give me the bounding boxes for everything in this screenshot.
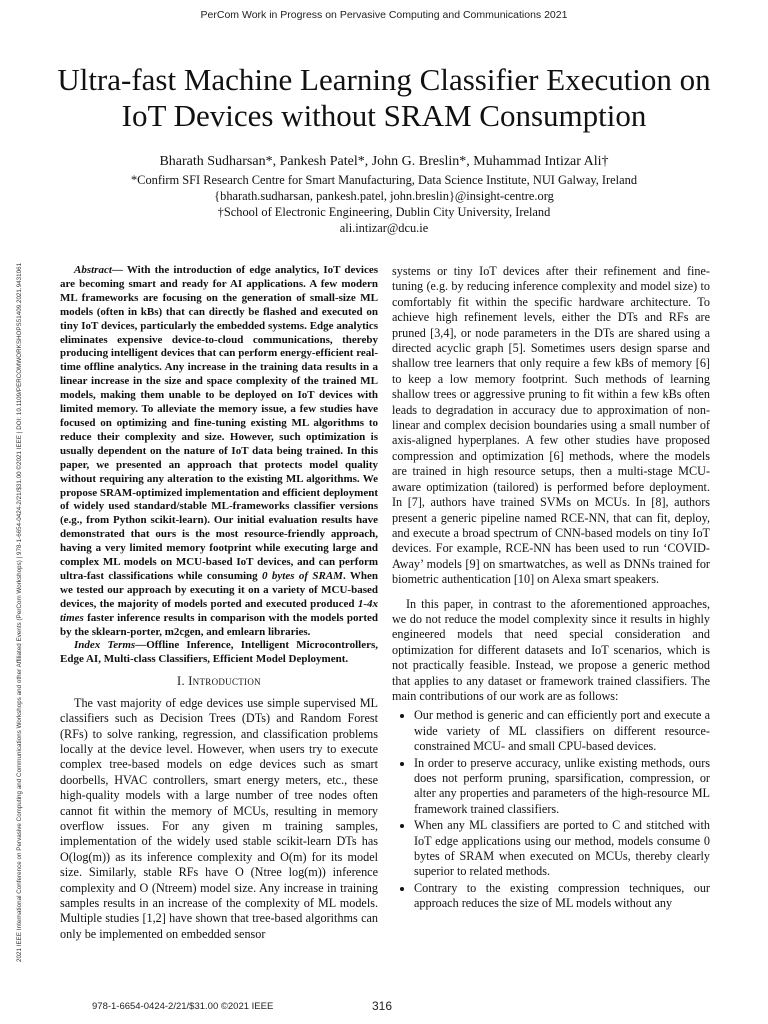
doi-side-note: 2021 IEEE International Conference on Pervasive Computing and Communications Workshops and other Affiliated Events (PerCom Workshops) | 978-1-6654-0424-2/21/$31.00 ©2021 IEEE | DOI: 10.1109/PERCOMWORKSHOPS51409.2021.9431061 (16, 262, 23, 962)
index-terms (60, 639, 378, 667)
author-list: Bharath Sudharsan*, Pankesh Patel*, John G. Breslin*, Muhammad Intizar Ali† (159, 154, 609, 169)
abstract-label: Abstract (74, 264, 112, 276)
abstract-emphasis-speedup: 1-4x times (60, 597, 378, 624)
affiliation-emails-1: {bharath.sudharsan, pankesh.patel, john.breslin}@insight-centre.org (214, 189, 554, 203)
page-number: 316 (372, 999, 393, 1013)
abstract-text-mid: . When we tested our approach by executing it on a variety of MCU-based devices, the majority of models ported and executed produced (60, 569, 379, 610)
footer-copyright: 978-1-6654-0424-2/21/$31.00 ©2021 IEEE (92, 1001, 274, 1012)
title-line-2: IoT Devices without SRAM Consumption (121, 98, 647, 133)
paper-title (40, 62, 728, 134)
abstract-text-end: faster inference results in comparison with the models ported by the sklearn-porter, m2cgen, and emlearn libraries. (60, 611, 378, 638)
section-heading-introduction: I. Introduction (177, 674, 261, 689)
list-item: • When any ML classifiers are ported to C and stitched with IoT edge applications using our method, models consume 0 bytes of SRAM when executed on MCUs, thereby clearly superior to related methods. (414, 818, 710, 880)
abstract-text: — With the introduction of edge analytics, IoT devices are becoming smart and ready for AI applications. A few modern ML frameworks are focusing on the generation of small-size ML models (often in kBs) that can directly be flashed and executed on tiny IoT devices, particularly the embedded systems. Edge analytics eliminates expensive device-to-cloud communications, thereby producing intelligent devices that can perform energy-efficient real-time offline analytics. Any increase in the training data results in a linear increase in the size and space complexity of the trained ML models, making them unable to be deployed on IoT devices with limited memory. To alleviate the memory issue, a few studies have focused on optimizing and fine-tuning existing ML algorithms to reduce their complexity and size. However, such optimization is usually dependent on the nature of IoT data being trained. In this paper, we presented an approach that protects model quality without requiring any alteration to the existing ML algorithms. We propose SRAM-optimized implementation and efficient deployment of widely used standard/stable ML-frameworks classifier versions (e.g., from Python scikit-learn). Our initial evaluation results have demonstrated that ours is the most resource-friendly approach, having a very limited memory footprint while executing large and complex ML models on MCU-based IoT devices, and can perform ultra-fast classifications while consuming (60, 264, 378, 582)
list-item: • Contrary to the existing compression techniques, our approach reduces the size of ML models without any (414, 881, 710, 912)
right-column (392, 264, 710, 913)
left-column (60, 264, 378, 942)
contributions-list (392, 708, 710, 911)
index-terms-label: Index Terms (74, 639, 136, 652)
abstract (60, 264, 378, 639)
abstract-emphasis-sram: 0 bytes of SRAM (262, 569, 343, 582)
intro-paragraph-1: The vast majority of edge devices use simple supervised ML classifiers such as Decision Trees (DTs) and Random Forest (RFs) to solve ranking, regression, and classification problems locally at the device level. However, when users try to execute complex tree-based models on edge devices such as smart doorbells, HVAC controllers, smart energy meters, etc., these high-quality models with a large number of tree nodes often cannot fit within the memory of MCUs, resulting in memory overflow issues. For any given m training samples, implementation of the widely used stable scikit-learn DTs has O(log(m)) as its inference complexity and O(m) for its model size. Similarly, stable RFs have O (Ntree log(m)) inference complexity and O (Ntreem) model size. Any increase in training samples results in an increase of the complexity of ML models. Multiple studies [1,2] have shown that tree-based algorithms can only be implemented on embedded sensor (60, 695, 378, 941)
affiliation-email-2: ali.intizar@dcu.ie (339, 221, 429, 235)
index-terms-text: —Offline Inference, Intelligent Microcontrollers, Edge AI, Multi-class Classifiers, Efficient Model Deployment. (60, 639, 378, 666)
list-item: • Our method is generic and can efficiently port and execute a wide variety of ML classifiers on different resource-constrained MCU- and small CPU-based devices. (414, 708, 710, 754)
affiliation-2: †School of Electronic Engineering, Dublin City University, Ireland (217, 205, 551, 219)
affiliation-1: *Confirm SFI Research Centre for Smart Manufacturing, Data Science Institute, NUI Galway, Ireland (130, 173, 638, 187)
right-paragraph-1: systems or tiny IoT devices after their refinement and fine-tuning (e.g. by reducing inference complexity and model size) to comfortably fit within the specific hardware architecture. To achieve high refinement levels, either the DTs and RFs are pruned [3,4], or node parameters in the DTs are shared using a directed acyclic graph [5]. Sometimes users design sparse and shallow tree learners that only require a few kBs of memory [6] to keep a low memory footprint. Such methods of learning shallow trees or aggressive pruning to fit within a few kBs often leads to degradation in accuracy due to approximation of non-linear and complex decision boundaries using a small number of axis-aligned hyperplanes. A few other studies have proposed compression and optimization [6] methods, where the models are trained in high resource setups, then a multi-stage MCU-aware optimization (tailored) is performed before deployment. In [7], authors have trained SVMs on MCUs. In [8], authors present a generic pipeline named RCE-NN, that can fit, deploy, and execute a broad spectrum of CNN-based models on tiny IoT devices. For example, RCE-NN has been used to run ‘COVID-Away’ models [9] on smartwatches, as well as DNNs trained for biometric authentication [10] on Alexa smart speakers. (392, 264, 710, 587)
title-line-1: Ultra-fast Machine Learning Classifier Execution on (57, 62, 711, 97)
conference-header: PerCom Work in Progress on Pervasive Computing and Communications 2021 (200, 9, 568, 21)
list-item: • In order to preserve accuracy, unlike existing methods, ours does not perform pruning, sparsification, compression, or alter any properties and parameters of the high-resource ML framework trained classifiers. (414, 756, 710, 818)
right-paragraph-2: In this paper, in contrast to the aforementioned approaches, we do not reduce the model complexity since it results in highly engineered models that need special consideration and optimization for different datasets and IoT scenarios, which is not practically feasible. Instead, we propose a generic method that applies to any dataset or framework trained classifiers. The main contributions of our work are as follows: (392, 596, 710, 703)
